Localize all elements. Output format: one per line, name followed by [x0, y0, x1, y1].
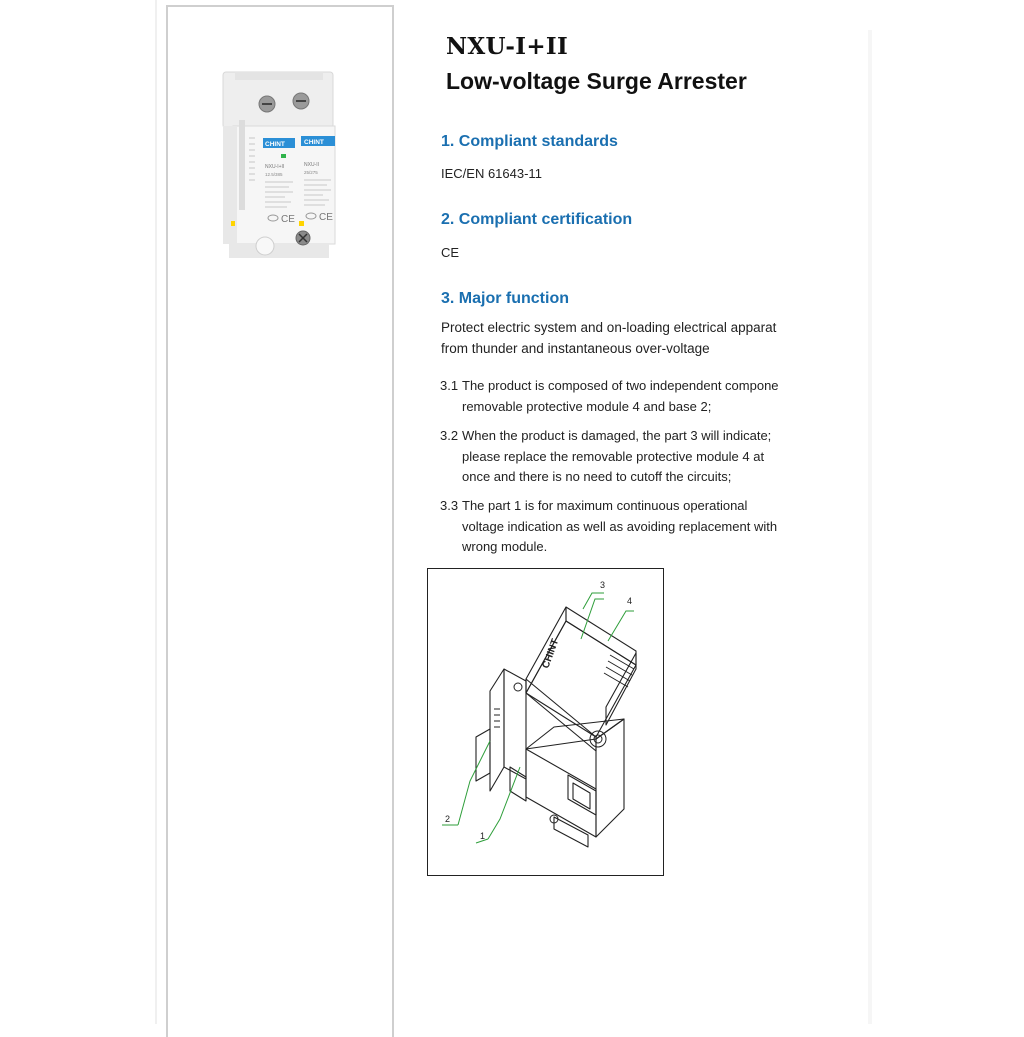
sub-item-line: The part 1 is for maximum continuous operational — [462, 498, 748, 513]
photo-cert-right: CE — [319, 212, 333, 223]
sub-item-3-3 — [440, 496, 816, 558]
photo-model-right: NXU-II — [304, 162, 319, 168]
page-edge-right — [868, 30, 872, 1024]
callout-4: 4 — [627, 596, 633, 606]
sub-item-number: 3.3 — [440, 498, 459, 513]
callout-2: 2 — [445, 814, 451, 824]
callout-3: 3 — [600, 580, 606, 590]
sub-item-line: please replace the removable protective module 4 at — [462, 448, 765, 464]
title-product-name: Low-voltage Surge Arrester — [446, 68, 747, 94]
document-title — [446, 30, 747, 98]
sub-item-number: 3.1 — [440, 378, 459, 393]
certification-value: CE — [441, 245, 460, 260]
major-function-text — [441, 317, 816, 359]
title-model: NXU-I+II — [446, 33, 569, 60]
page-edge-left — [155, 0, 157, 1024]
sub-item-line: When the product is damaged, the part 3 will indicate; — [462, 428, 772, 443]
product-photo — [215, 68, 345, 268]
photo-model-left: NXU-I+II — [265, 164, 285, 170]
sub-item-3-1 — [440, 376, 816, 417]
structure-diagram — [427, 568, 664, 876]
sub-item-line: voltage indication as well as avoiding replacement with — [462, 518, 778, 534]
photo-spec-right: 25/275 — [304, 170, 318, 175]
function-line: from thunder and instantaneous over-voltage — [441, 341, 710, 356]
heading-compliant-certification: 2. Compliant certification — [441, 211, 633, 228]
heading-major-function: 3. Major function — [441, 290, 569, 307]
device-line-drawing — [428, 569, 663, 875]
figure-device-brand: CHINT — [540, 637, 562, 671]
heading-compliant-standards: 1. Compliant standards — [441, 133, 618, 150]
sub-item-line: wrong module. — [462, 539, 548, 554]
sub-item-line: The product is composed of two independent compone — [462, 378, 779, 393]
function-line: Protect electric system and on-loading electrical apparat — [441, 320, 777, 335]
photo-brand-right: CHINT — [304, 139, 324, 146]
photo-cert-left: CE — [281, 214, 295, 225]
sub-item-line: once and there is no need to cutoff the circuits; — [462, 469, 732, 484]
standards-value: IEC/EN 61643-11 — [441, 166, 542, 181]
photo-brand-left: CHINT — [265, 141, 285, 148]
sub-item-number: 3.2 — [440, 428, 459, 443]
photo-spec-left: 12.5/385 — [265, 172, 283, 177]
sub-item-line: removable protective module 4 and base 2; — [462, 398, 712, 414]
callout-1: 1 — [480, 831, 486, 841]
sub-item-3-2 — [440, 426, 816, 488]
